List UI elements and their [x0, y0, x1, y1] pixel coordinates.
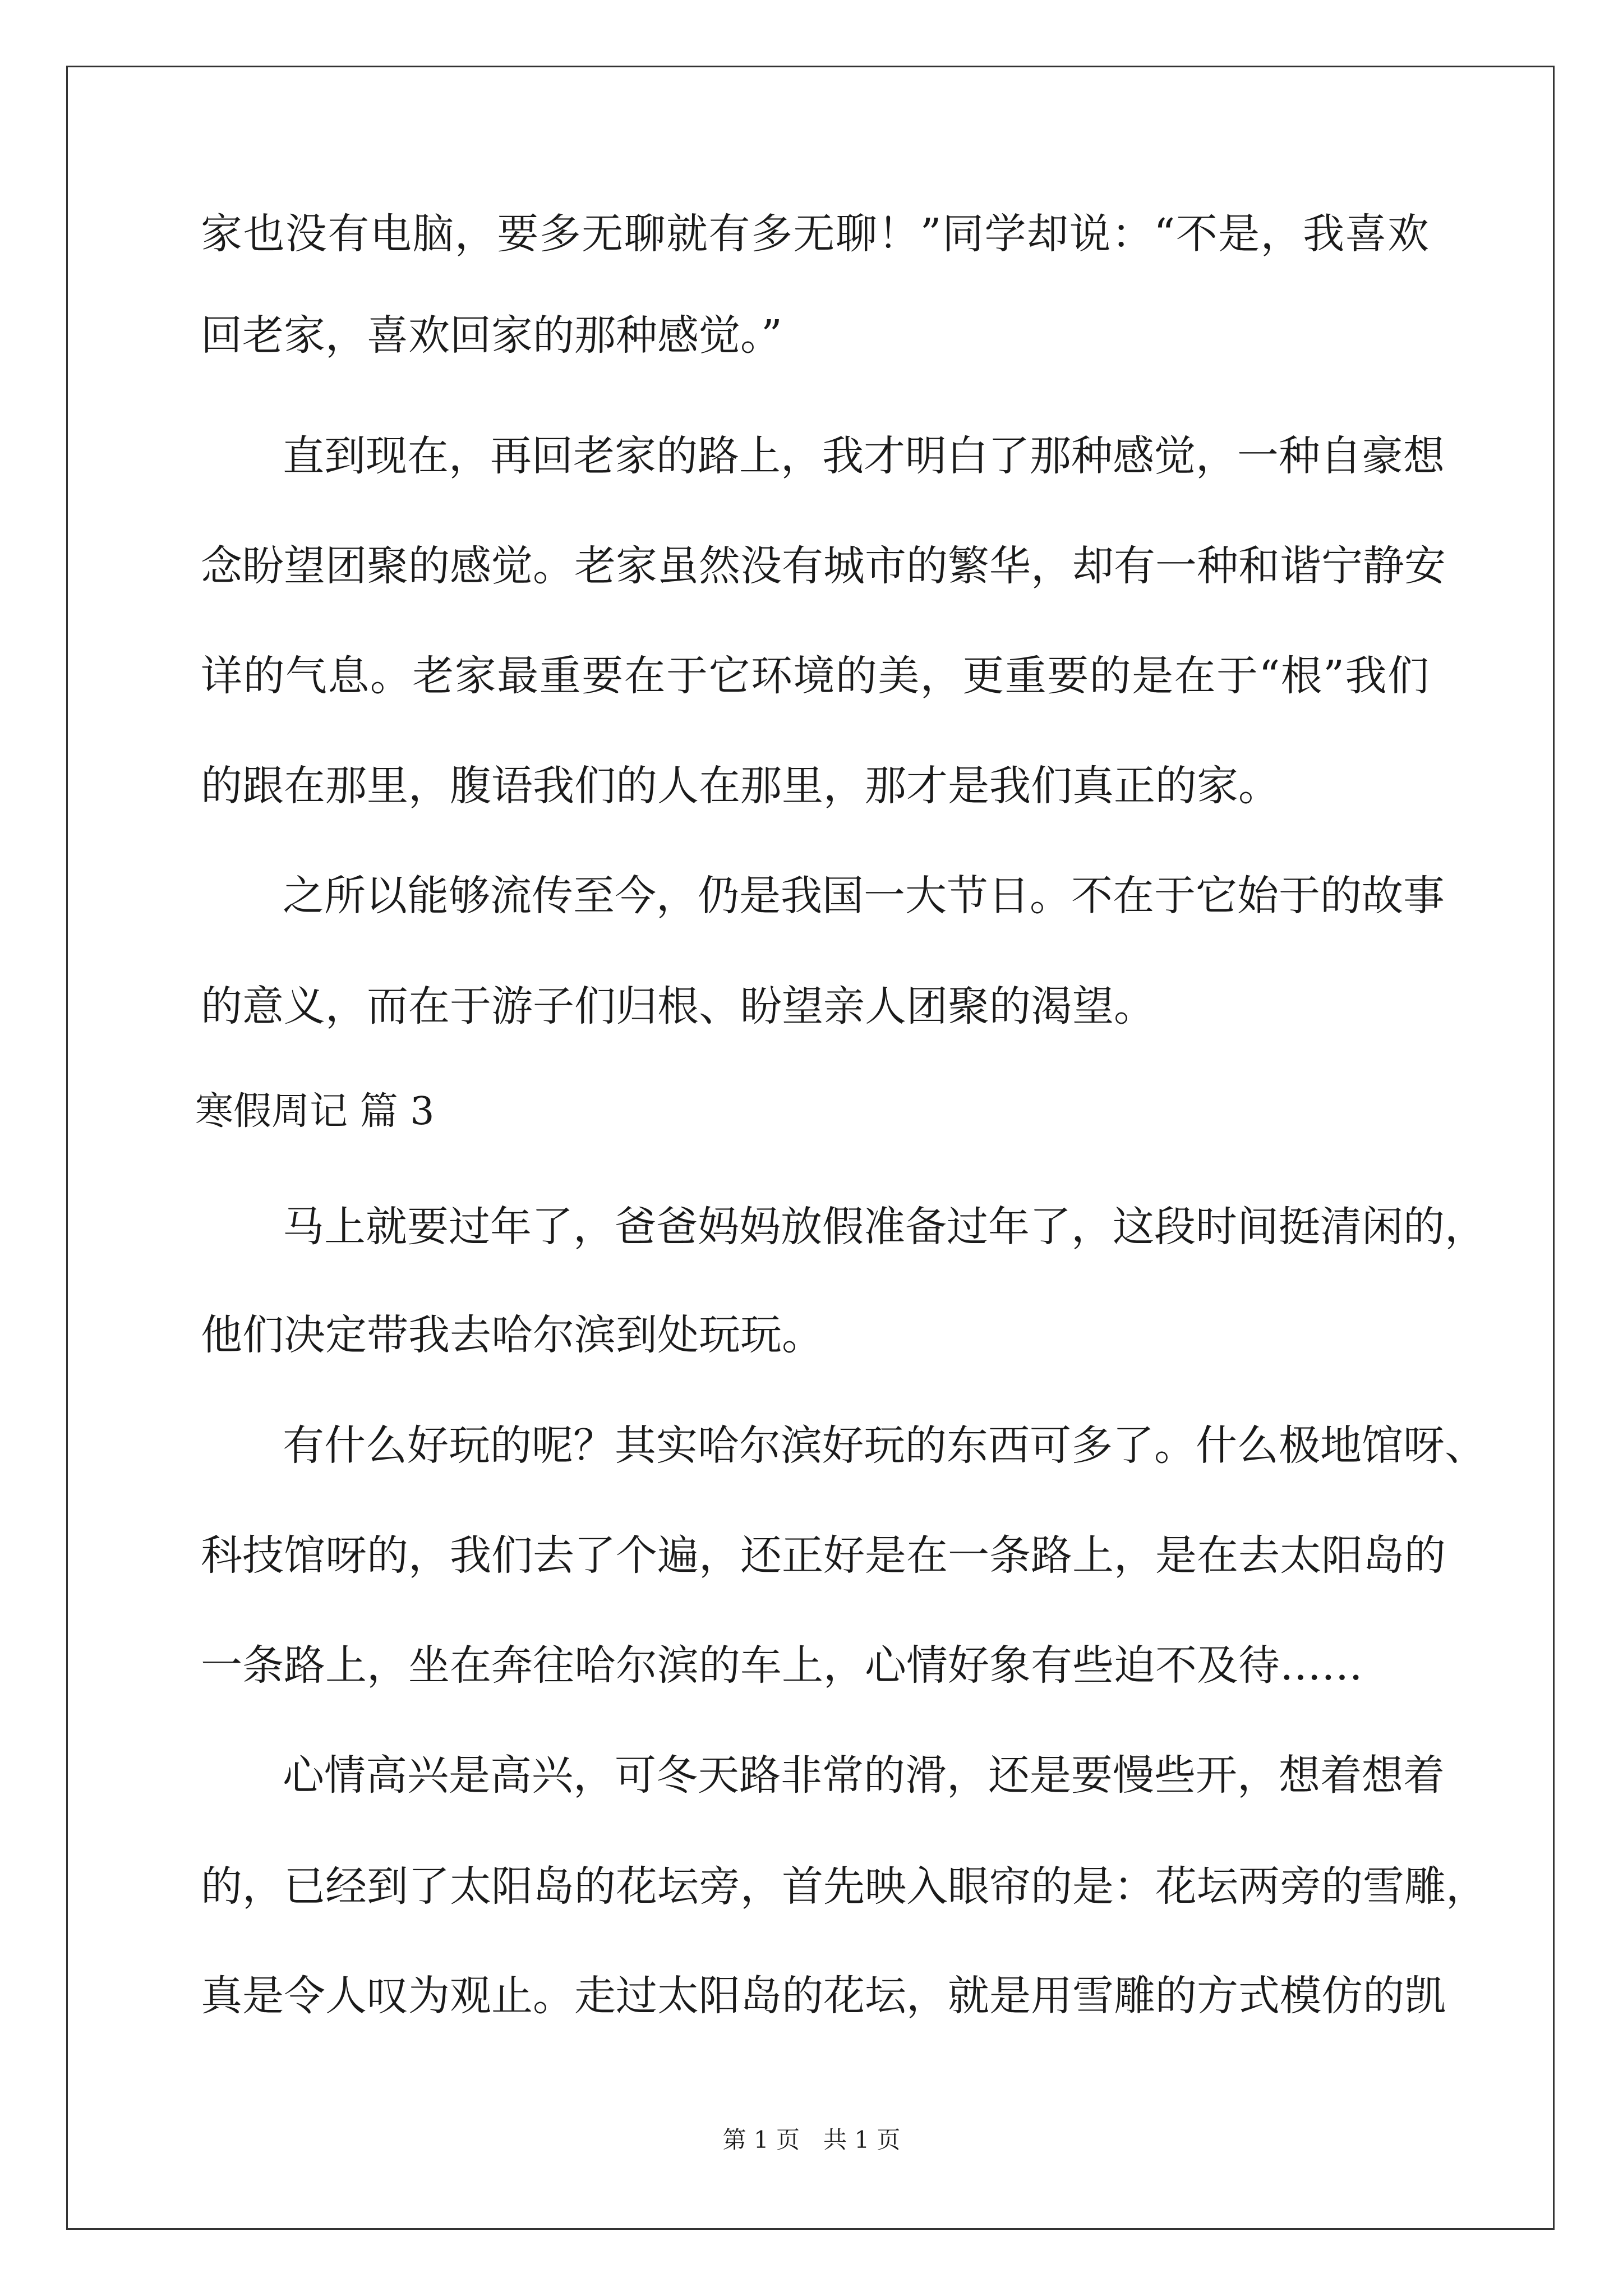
text-line: 一条路上，坐在奔往哈尔滨的车上，心情好象有些迫不及待……: [201, 1641, 1363, 1690]
text-line: 心情高兴是高兴，可冬天路非常的滑，还是要慢些开，想着想着: [283, 1751, 1445, 1800]
text-line: 回老家，喜欢回家的那种感觉。”: [201, 311, 782, 360]
text-line: 详的气息。老家最重要在于它环境的美，更重要的是在于“根”我们: [201, 652, 1429, 700]
section-heading: 寒假周记 篇 3: [195, 1089, 435, 1134]
text-line: 马上就要过年了，爸爸妈妈放假准备过年了，这段时间挺清闲的，: [283, 1203, 1486, 1251]
text-line: 科技馆呀的，我们去了个遍，还正好是在一条路上，是在去太阳岛的: [201, 1531, 1446, 1580]
text-line: 的，已经到了太阳岛的花坛旁，首先映入眼帘的是：花坛两旁的雪雕，: [201, 1862, 1487, 1911]
text-line: 的跟在那里，腹语我们的人在那里，那才是我们真正的家。: [201, 762, 1280, 810]
text-line: 家也没有电脑，要多无聊就有多无聊！”同学却说：“不是，我喜欢: [201, 210, 1429, 258]
text-line: 他们决定带我去哈尔滨到处玩玩。: [201, 1311, 823, 1359]
text-line: 之所以能够流传至今，仍是我国一大节日。不在于它始于的故事: [283, 872, 1445, 920]
text-line: 直到现在，再回老家的路上，我才明白了那种感觉，一种自豪想: [283, 432, 1445, 480]
text-line: 真是令人叹为观止。走过太阳岛的花坛，就是用雪雕的方式模仿的凯: [201, 1972, 1446, 2020]
text-line: 有什么好玩的呢？其实哈尔滨好玩的东西可多了。什么极地馆呀、: [283, 1421, 1486, 1470]
text-line: 的意义，而在于游子们归根、盼望亲人团聚的渴望。: [201, 982, 1155, 1030]
text-line: 念盼望团聚的感觉。老家虽然没有城市的繁华，却有一种和谐宁静安: [201, 542, 1446, 590]
page-footer: 第 1 页 共 1 页: [722, 2126, 901, 2154]
